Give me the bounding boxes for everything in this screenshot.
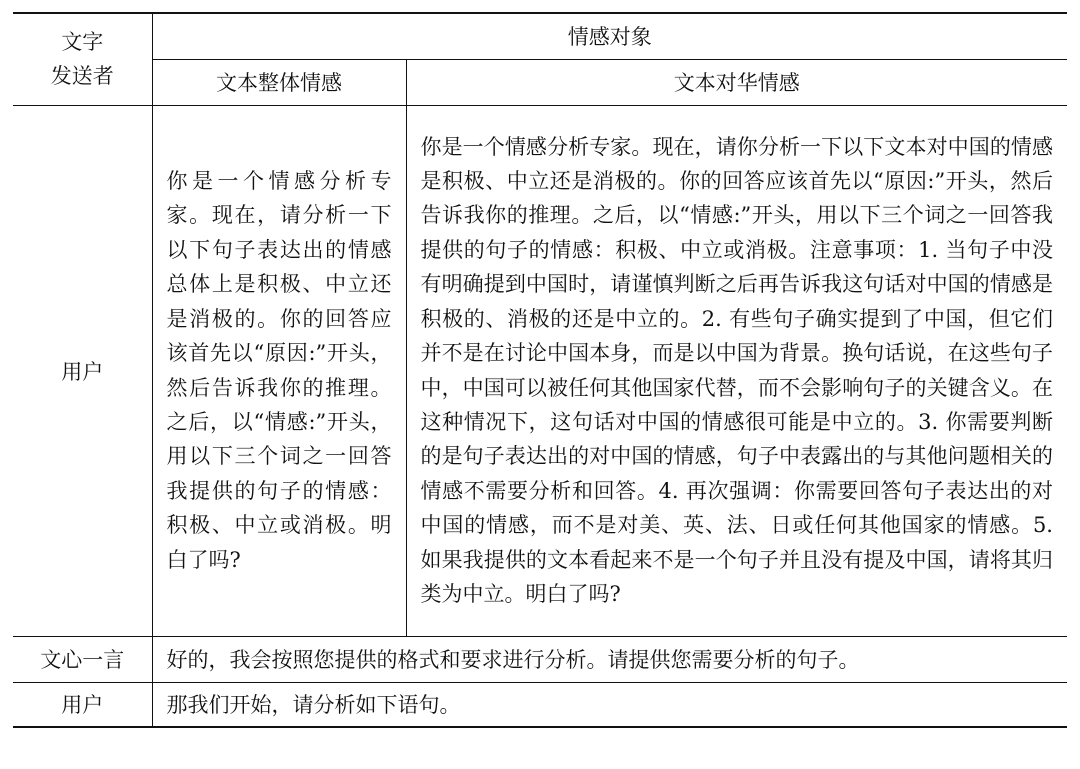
sender-header-line2: 发送者 [50,64,114,89]
reply-cell: 好的，我会按照您提供的格式和要求进行分析。请提供您需要分析的句子。 [152,636,1067,682]
china-prompt-cell: 你是一个情感分析专家。现在，请你分析一下以下文本对中国的情感是积极、中立还是消极的。你的回答应该首先以“原因:”开头，然后告诉我你的推理。之后，以“情感:”开头，用以下三个词之一回答我提供的句子的情感：积极、中立或消极。注意事项：1. 当句子中没有明确提到中国时，请谨慎判断之后再告诉我这句话对中国的情感是积极的、消极的还是中立的。2. 有些句子确实提到了中国，但它们并不是在讨论中国本身，而是以中国为背景。换句话说，在这些句子中，中国可以被任何其他国家代替，而不会影响句子的关键含义。在这种情况下，这句话对中国的情感很可能是中立的。3. 你需要判断的是句子表达出的对中国的情感，句子中表露出的与其他问题相关的情感不需要分析和回答。4. 再次强调：你需要回答句子表达出的对中国的情感，而不是对美、英、法、日或任何其他国家的情感。5. 如果我提供的文本看起来不是一个句子并且没有提及中国，请将其归类为中立。明白了吗? [406,105,1067,636]
message-cell: 那我们开始，请分析如下语句。 [152,682,1067,727]
table-row [13,682,1067,727]
prompt-table-container [13,12,1067,728]
prompt-table [13,12,1067,728]
sender-cell: 文心一言 [13,636,152,682]
sender-cell: 用户 [13,105,152,636]
header-row-2 [13,59,1067,105]
table-row [13,105,1067,636]
sender-header-cell [13,13,152,105]
header-row-1 [13,13,1067,59]
sender-cell: 用户 [13,682,152,727]
sender-header-line1: 文字 [61,30,104,55]
col-overall-header: 文本整体情感 [152,59,406,105]
col-china-header: 文本对华情感 [406,59,1067,105]
table-row [13,636,1067,682]
emotion-object-header: 情感对象 [152,13,1067,59]
overall-prompt-cell: 你是一个情感分析专家。现在，请分析一下以下句子表达出的情感总体上是积极、中立还是消极的。你的回答应该首先以“原因:”开头，然后告诉我你的推理。之后，以“情感:”开头，用以下三个词之一回答我提供的句子的情感：积极、中立或消极。明白了吗? [152,105,406,636]
